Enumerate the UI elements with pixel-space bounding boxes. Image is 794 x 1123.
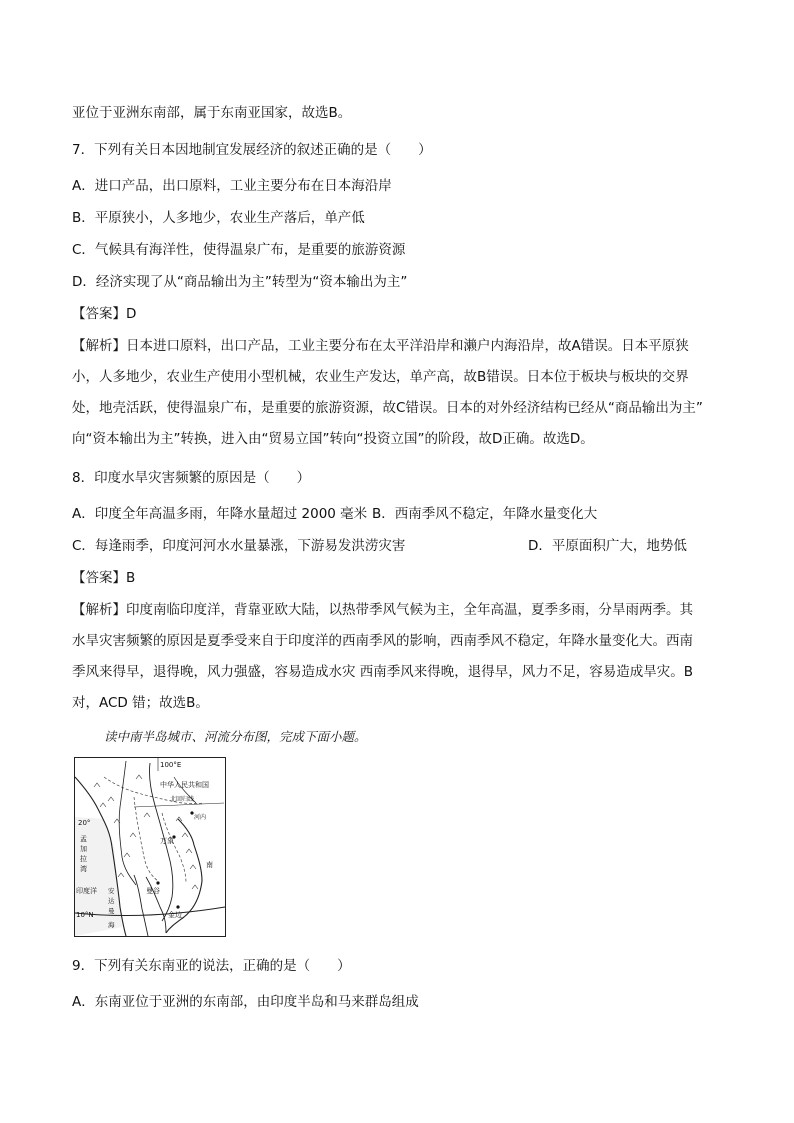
label-vientiane: 万象	[160, 837, 174, 845]
q9-option-a: A．东南亚位于亚洲的东南部，由印度半岛和马来群岛组成	[72, 994, 419, 1010]
q8-answer	[72, 568, 135, 588]
explanation-text: 日本进口原料，出口产品，工业主要分布在太平洋沿岸和濑户内海沿岸，故A错误。日本平原狭	[126, 338, 689, 354]
label-10n: 10°N	[76, 911, 94, 919]
q7-explanation-3: 处，地壳活跃，使得温泉广布，是重要的旅游资源，故C错误。日本的对外经济结构已经从“商品输出为主”	[72, 400, 703, 416]
indochina-map	[74, 757, 226, 937]
prev-answer-tail: 亚位于亚洲东南部，属于东南亚国家，故选B。	[72, 105, 352, 121]
label-20n: 20°	[78, 819, 91, 827]
label-andaman-3: 曼	[108, 907, 115, 915]
q8-explanation-3: 季风来得早，退得晚，风力强盛，容易造成水灾 西南季风来得晚，退得早，风力不足，容易造成旱灾。B	[72, 664, 694, 680]
label-south: 南	[206, 861, 213, 869]
question-8: 8．印度水旱灾害频繁的原因是（ ）	[72, 470, 311, 486]
answer-value: D	[126, 306, 137, 322]
q7-explanation-2: 小，人多地少，农业生产使用小型机械，农业生产发达，单产高，故B错误。日本位于板块与板块的交界	[72, 369, 689, 385]
q8-explanation-4: 对，ACD 错；故选B。	[72, 695, 209, 711]
q7-option-d: D．经济实现了从“商品输出为主”转型为“资本输出为主”	[72, 274, 408, 290]
label-andaman-2: 达	[108, 897, 115, 905]
label-bay-2: 加	[80, 845, 87, 853]
q8-explanation-1	[72, 600, 693, 620]
q7-option-b: B．平原狭小，人多地少，农业生产落后，单产低	[72, 210, 365, 226]
question-7: 7．下列有关日本因地制宜发展经济的叙述正确的是（ ）	[72, 142, 432, 158]
label-100e: 100°E	[160, 761, 182, 769]
label-bay-3: 拉	[80, 855, 87, 863]
q7-answer	[72, 304, 136, 324]
label-hanoi: 河内	[194, 814, 207, 821]
explanation-tag: 【解析】	[72, 602, 126, 618]
explanation-tag: 【解析】	[72, 338, 126, 354]
q8-option-b: B．西南季风不稳定，年降水量变化大	[372, 506, 598, 522]
label-phnom-penh: 金边	[168, 911, 182, 919]
label-andaman-4: 海	[108, 921, 115, 929]
label-china: 中华人民共和国	[160, 781, 209, 789]
answer-value: B	[126, 570, 136, 586]
q8-option-d: D．平原面积广大，地势低	[528, 538, 687, 554]
q8-option-a: A．印度全年高温多雨，年降水量超过 2000 毫米	[72, 506, 368, 522]
label-andaman-1: 安	[108, 887, 115, 895]
answer-tag: 【答案】	[72, 306, 126, 322]
q7-explanation-1	[72, 336, 689, 356]
label-bay-1: 孟	[80, 835, 87, 843]
question-9: 9．下列有关东南亚的说法，正确的是（ ）	[72, 958, 351, 974]
q7-explanation-4: 向“资本输出为主”转换，进入由“贸易立国”转向“投资立国”的阶段，故D正确。故选D。	[72, 431, 594, 447]
q7-option-c: C．气候具有海洋性，使得温泉广布，是重要的旅游资源	[72, 242, 406, 258]
map-caption: 读中南半岛城市、河流分布图，完成下面小题。	[104, 729, 367, 744]
q8-option-c: C．每逢雨季，印度河河水水量暴涨，下游易发洪涝灾害	[72, 538, 406, 554]
explanation-text: 印度南临印度洋，背靠亚欧大陆，以热带季风气候为主，全年高温，夏季多雨，分旱雨两季。其	[126, 602, 693, 618]
q8-explanation-2: 水旱灾害频繁的原因是夏季受来自于印度洋的西南季风的影响，西南季风不稳定，年降水量变化大。西南	[72, 633, 693, 649]
q7-option-a: A．进口产品，出口原料，工业主要分布在日本海沿岸	[72, 178, 392, 194]
answer-tag: 【答案】	[72, 570, 126, 586]
label-bangkok: 曼谷	[146, 887, 160, 895]
label-indian-ocean: 印度洋	[76, 887, 97, 895]
label-tropic: 北回归线	[170, 796, 195, 803]
label-bay-4: 湾	[80, 865, 87, 873]
